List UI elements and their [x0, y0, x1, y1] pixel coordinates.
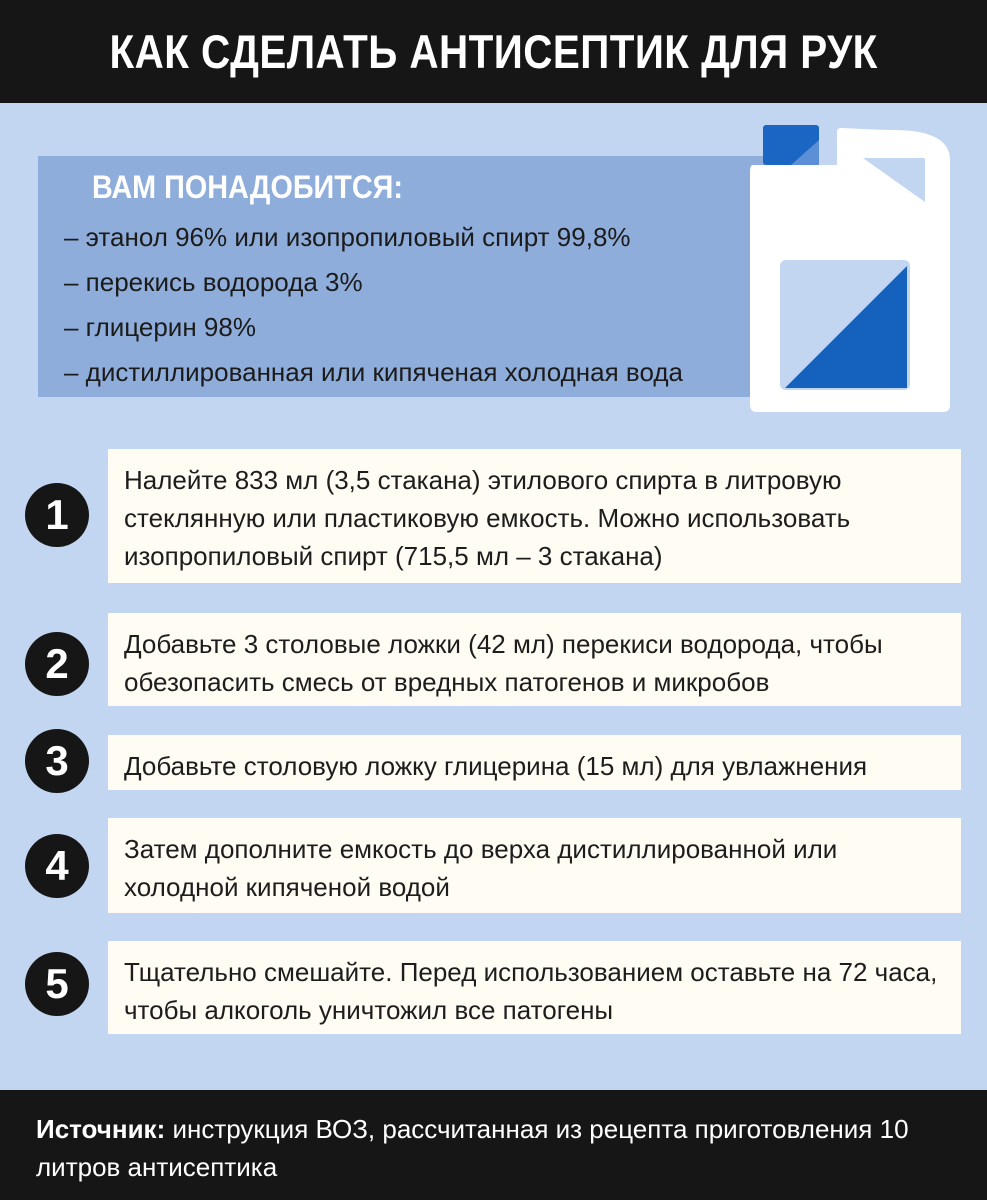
canister-icon: [745, 120, 955, 415]
ingredient-item: – дистиллированная или кипяченая холодная вода: [64, 357, 683, 387]
step-text: Добавьте 3 столовые ложки (42 мл) перекиси водорода, чтобы обезопасить смесь от вредных патогенов и микробов: [124, 629, 883, 697]
source-label: Источник:: [36, 1114, 166, 1144]
source-note: [36, 1110, 936, 1186]
ingredients-title: ВАМ ПОНАДОБИТСЯ:: [92, 169, 403, 205]
footer-bar: [0, 1090, 987, 1200]
step-card-3: [108, 735, 961, 790]
step-number-2: 2: [25, 632, 89, 696]
step-text: Добавьте столовую ложку глицерина (15 мл) для увлажнения: [124, 751, 868, 781]
step-text: Тщательно смешайте. Перед использованием оставьте на 72 часа, чтобы алкоголь уничтожил все патогены: [124, 957, 938, 1025]
step-text: Налейте 833 мл (3,5 стакана) этилового спирта в литровую стеклянную или пластиковую емкость. Можно использовать изопропиловый спирт (715,5 мл – 3 стакана): [124, 465, 851, 571]
step-number-4: 4: [25, 834, 89, 898]
step-card-2: [108, 613, 961, 706]
ingredient-item: – этанол 96% или изопропиловый спирт 99,8%: [64, 222, 631, 252]
step-card-5: [108, 941, 961, 1034]
step-number-5: 5: [25, 952, 89, 1016]
step-card-1: [108, 449, 961, 583]
page-title: КАК СДЕЛАТЬ АНТИСЕПТИК ДЛЯ РУК: [109, 25, 878, 78]
step-card-4: [108, 818, 961, 913]
ingredient-item: – перекись водорода 3%: [64, 267, 363, 297]
step-text: Затем дополните емкость до верха дистиллированной или холодной кипяченой водой: [124, 834, 838, 902]
source-text: инструкция ВОЗ, рассчитанная из рецепта приготовления 10 литров антисептика: [36, 1114, 909, 1182]
step-number-1: 1: [25, 483, 89, 547]
ingredient-item: – глицерин 98%: [64, 312, 256, 342]
header-bar: [0, 0, 987, 103]
step-number-3: 3: [25, 729, 89, 793]
